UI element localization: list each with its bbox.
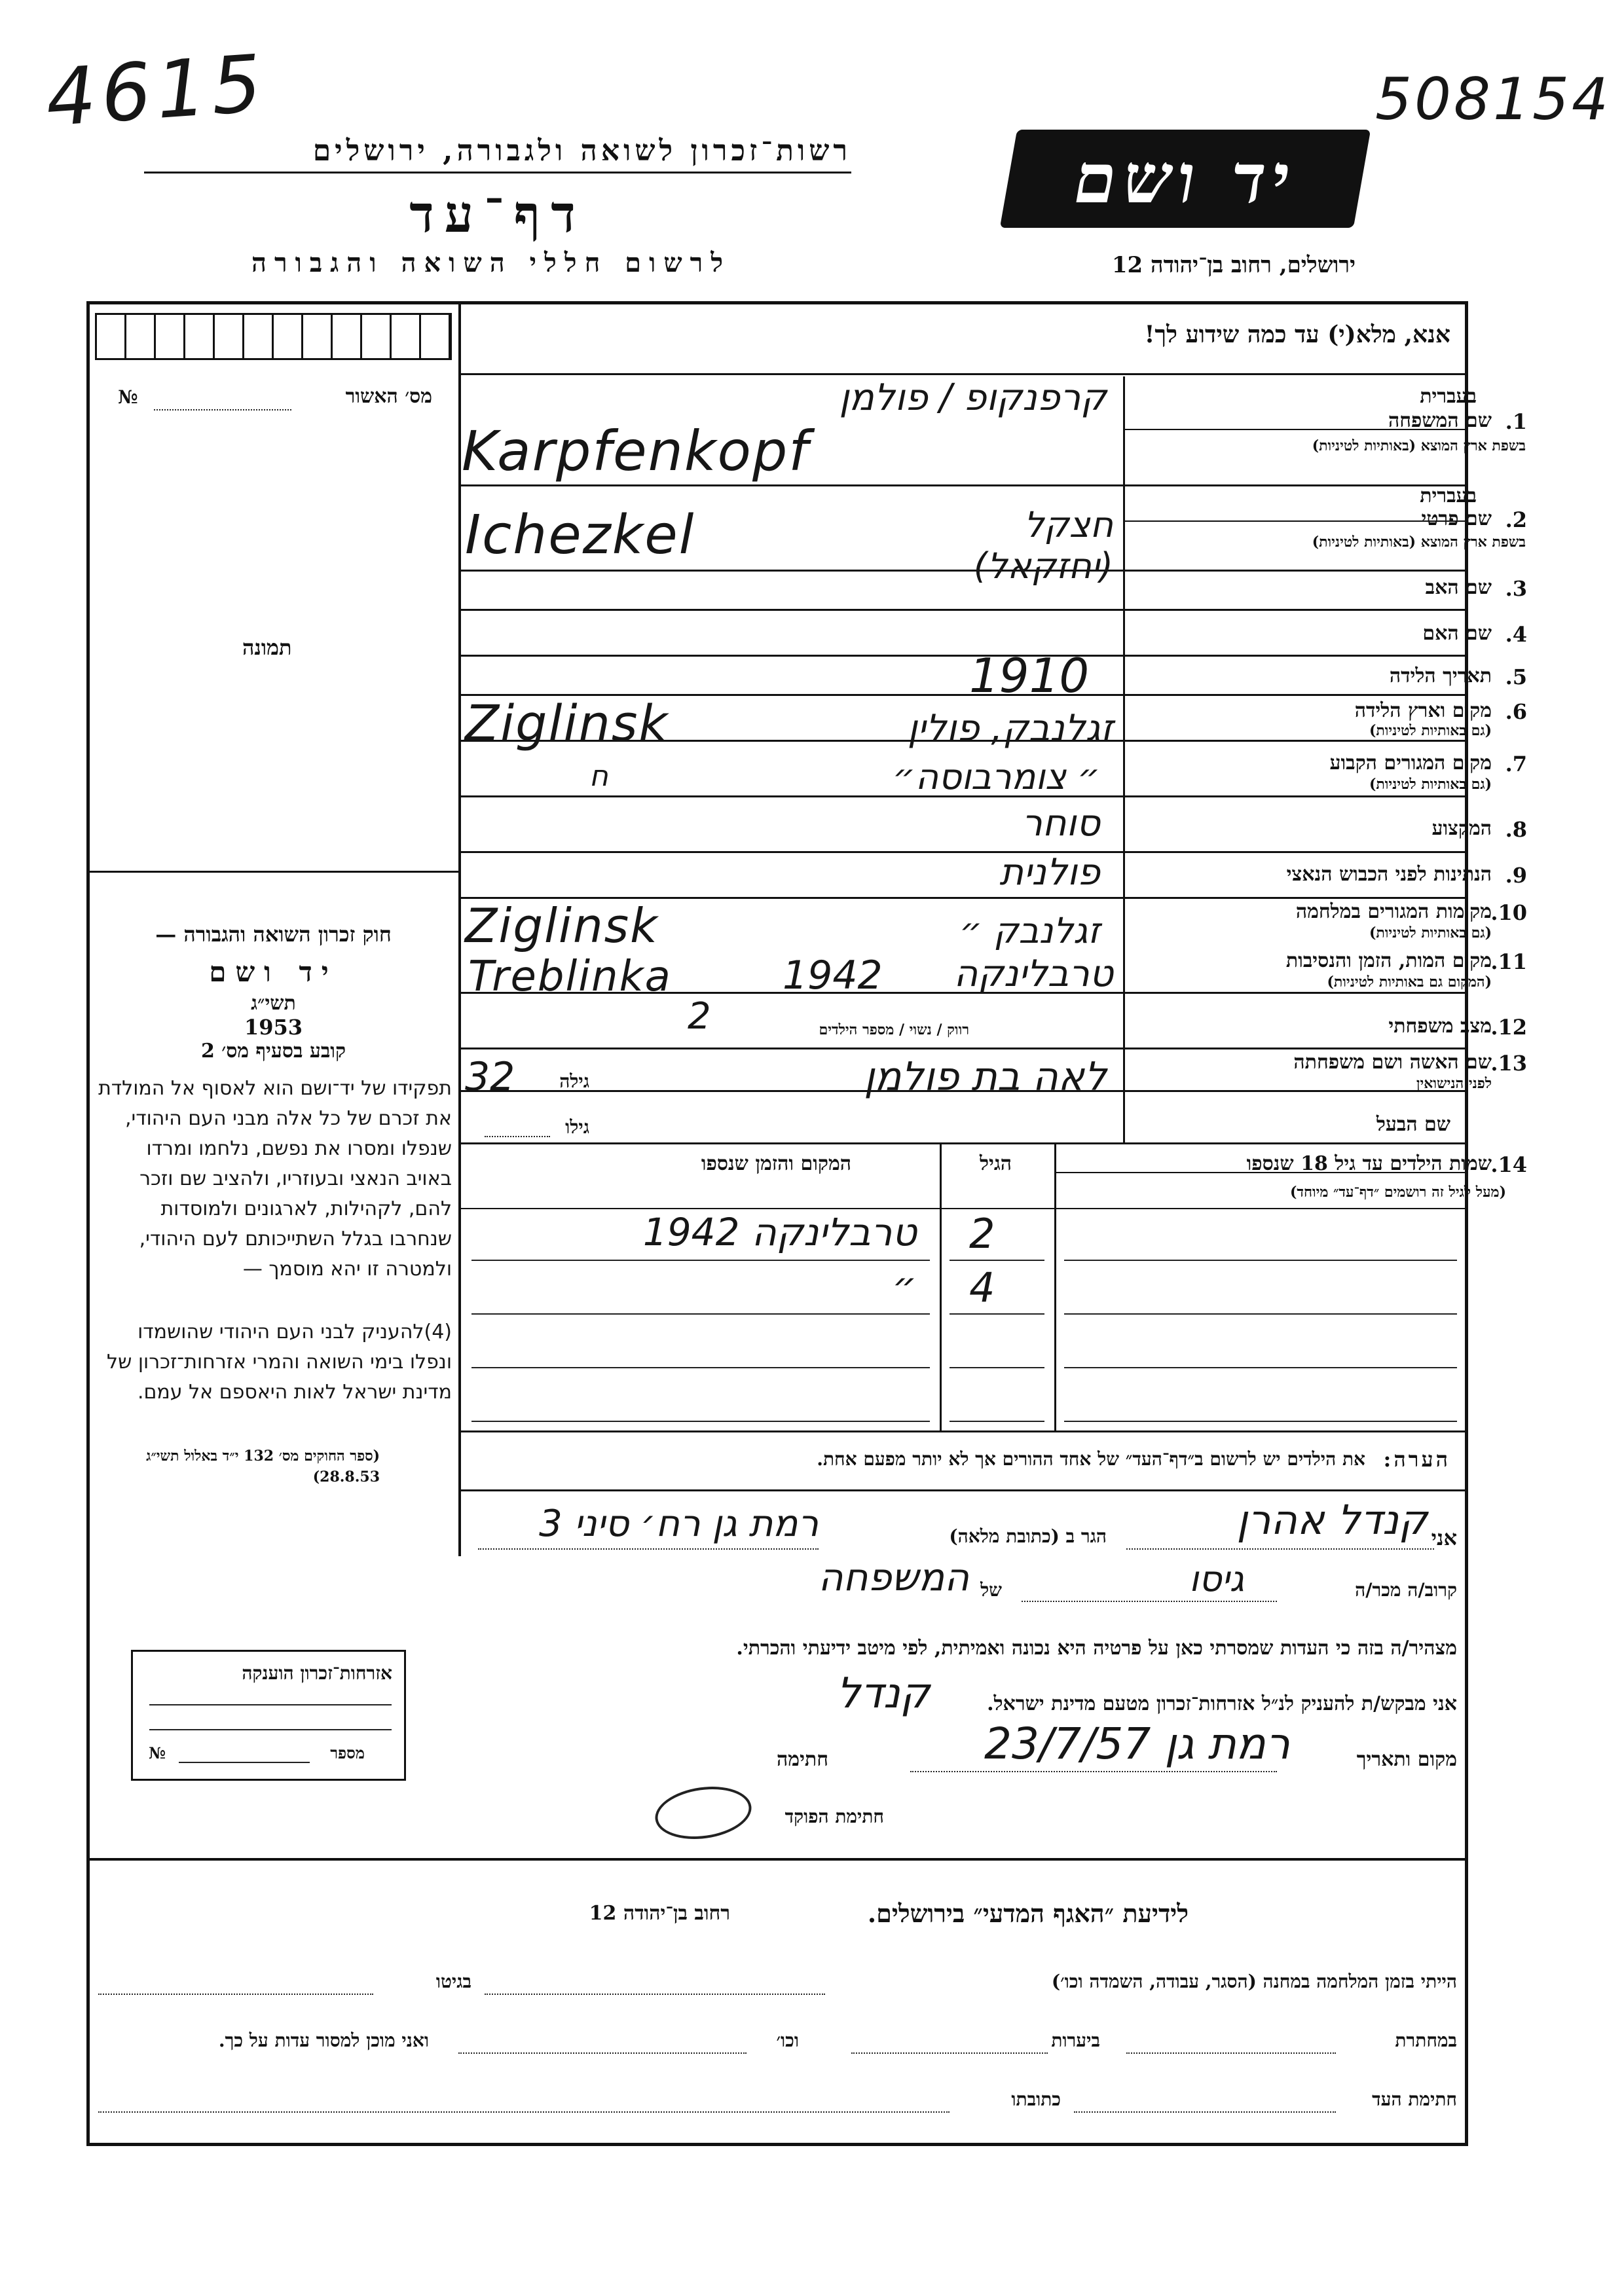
field-6-number: 6. bbox=[1505, 699, 1527, 724]
bottom-address: רחוב בן־יהודה 12 bbox=[589, 1902, 730, 1925]
field-4-number: 4. bbox=[1505, 622, 1527, 647]
certificate-label: אזרחות־זכרון הוענקה bbox=[242, 1662, 392, 1684]
remark-label: הערה: bbox=[1383, 1447, 1450, 1472]
field-13-sub: לפני הנישואין bbox=[1416, 1075, 1492, 1092]
bottom-line2-etc: וכו׳ bbox=[776, 2030, 799, 2051]
field-13-value: לאה בת פולמן bbox=[864, 1054, 1107, 1100]
bottom-title: לידיעת ״האגף המדעי״ בירושלים. bbox=[867, 1899, 1189, 1928]
field-2-number: 2. bbox=[1505, 507, 1527, 532]
field-12-value: 2 bbox=[688, 995, 711, 1038]
field-10-value-hebrew: זגלנבק ״ bbox=[959, 910, 1100, 951]
field-7-value: ח bbox=[589, 759, 608, 793]
field-1-sub-hebrew: בעברית bbox=[1420, 385, 1477, 408]
declaration-i-label: אני bbox=[1431, 1525, 1457, 1550]
field-11-label: מקום המות, הזמן והנסיבות bbox=[1285, 949, 1492, 972]
field-13-label: שם האשה ושם משפחתה bbox=[1293, 1051, 1492, 1074]
law-year-hebrew: תשי״ג bbox=[251, 992, 296, 1015]
law-clause: קובע בסעיף מס׳ 2 bbox=[200, 1040, 346, 1063]
field-2-sub: בשפת ארץ המוצא (באותיות לטיניות) bbox=[1312, 534, 1526, 551]
organization-name: רשות־זכרון לשואה ולגבורה, ירושלים bbox=[312, 134, 851, 168]
children-title: שמות הילדים עד גיל 18 שנספו bbox=[1246, 1152, 1492, 1175]
declaration-statement: מצהיר/ה בזה כי העדות שמסרתי כאן על פרטיה היא נכונה ואמיתית, לפי מיטב ידיעתי והכרתי. bbox=[736, 1637, 1457, 1660]
bottom-line3-witness-signature: חתימת העד bbox=[1372, 2088, 1457, 2110]
field-8-label: המקצוע bbox=[1431, 817, 1492, 840]
field-1-sub: בשפת ארץ המוצא (באותיות לטיניות) bbox=[1312, 437, 1526, 454]
form-subtitle: לרשום חללי השואה והגבורה bbox=[251, 247, 731, 278]
certificate-number-label: מספר bbox=[330, 1743, 365, 1762]
bottom-line3-address: כתובתו bbox=[1011, 2088, 1061, 2110]
field-11-sub: (המקום גם באותיות לטיניות) bbox=[1327, 974, 1492, 991]
child-age: 2 bbox=[969, 1210, 995, 1258]
field-1-value-hebrew: קרפנקופ / פולמן bbox=[839, 376, 1107, 419]
declaration-request: אני מבקש/ת להעניק לנ״ל אזרחות־זכרון מטעם מדינת ישראל. bbox=[987, 1692, 1457, 1715]
field-10-number: 10. bbox=[1490, 900, 1527, 925]
field-8-value: סוחר bbox=[1022, 802, 1100, 845]
logo-text: יד ושם bbox=[1067, 138, 1304, 219]
bottom-line2-forests: ביערות bbox=[1051, 2030, 1100, 2051]
children-age-header: הגיל bbox=[979, 1152, 1012, 1175]
field-9-value: פולנית bbox=[999, 851, 1100, 894]
declaration-resides-value: רמת גן רח׳ סיני 3 bbox=[539, 1503, 819, 1545]
child-death-place-time: ״ bbox=[892, 1264, 917, 1308]
certificate-box bbox=[131, 1650, 406, 1781]
field-7-value-hebrew: ״ צומרבוסה״ bbox=[893, 756, 1100, 797]
field-2-value-hebrew: חצקל (יחזקאל) bbox=[973, 504, 1113, 587]
bottom-line1-camp: הייתי בזמן המלחמה במחנה (הסגר, עבודה, השמדה וכו׳) bbox=[1051, 1971, 1457, 1992]
certificate-number-sign: № bbox=[149, 1743, 166, 1762]
field-7-sub: (גם באותיות לטיניות) bbox=[1369, 776, 1492, 793]
field-12-label: מצב משפחתי bbox=[1388, 1015, 1492, 1038]
approval-boxes bbox=[95, 313, 452, 360]
approval-number-label: מס׳ האשור bbox=[345, 385, 432, 408]
bottom-line1-ghetto: בגיטו bbox=[435, 1971, 471, 1992]
address: ירושלים, רחוב בן־יהודה 12 bbox=[1111, 252, 1356, 278]
field-3-number: 3. bbox=[1505, 576, 1527, 601]
declaration-place-date-value: רמת גן 23/7/57 bbox=[984, 1719, 1290, 1769]
photo-label: תמונה bbox=[242, 635, 292, 660]
bottom-line2-ready: ואני מוכן למסור עדות על כך. bbox=[218, 2030, 429, 2051]
field-11-value-hebrew: טרבלינקה bbox=[953, 953, 1113, 995]
child-death-place-time: טרבלינקה 1942 bbox=[642, 1210, 917, 1254]
field-9-number: 9. bbox=[1505, 863, 1527, 888]
field-10-value: Ziglinsk bbox=[465, 898, 659, 953]
child-age: 4 bbox=[969, 1264, 995, 1311]
children-place-header: המקום והזמן שנספו bbox=[701, 1152, 851, 1175]
form-title: דף־עד bbox=[409, 185, 586, 244]
children-note: (מעל לגיל זה רושמים ״דף־עד״ מיוחד) bbox=[1289, 1184, 1506, 1201]
field-8-number: 8. bbox=[1505, 817, 1527, 842]
declaration-i-value: קנדל אהרן bbox=[1236, 1496, 1428, 1544]
law-text: תפקידו של יד־ושם הוא לאסוף אל המולדת את זכרם של כל אלה מבני העם היהודי, שנפלו ומסרו את נפשם, נלחמו ומרדו באויב הנאצי ובעוזריו, ולהציב שם וזכר להם, לקהילות, לארגונים ולמוסדות שנחרבו בגלל השתייכותם לעם היהודי, ולמטרה זו יהא מוסמך — bbox=[98, 1077, 452, 1281]
intro-prompt: אנא, מלא(י) עד כמה שידוע לך! bbox=[1144, 321, 1450, 348]
field-5-number: 5. bbox=[1505, 665, 1527, 689]
husband-label: שם הבעל bbox=[1376, 1113, 1450, 1136]
law-name: יד ושם bbox=[209, 956, 338, 988]
field-2-sub-hebrew: בעברית bbox=[1420, 484, 1477, 507]
field-2-label: שם פרטי bbox=[1421, 507, 1492, 530]
field-5-value: 1910 bbox=[969, 648, 1090, 703]
field-12-sub-inline: רווק / נשוי / מספר הילדים bbox=[819, 1021, 969, 1038]
declaration-relative-label: קרוב/ה מכר/ה bbox=[1355, 1579, 1457, 1601]
declaration-relative-value: גיסו bbox=[1189, 1558, 1244, 1599]
handwritten-reference-right: 508154 bbox=[1375, 65, 1611, 133]
field-6-sub: (גם באותיות לטיניות) bbox=[1369, 722, 1492, 739]
bottom-line2-underground: במחתרת bbox=[1395, 2030, 1457, 2051]
field-10-sub: (גם באותיות לטיניות) bbox=[1369, 924, 1492, 941]
approval-number-sign: № bbox=[118, 386, 138, 408]
handwritten-reference-left: 4615 bbox=[43, 38, 270, 145]
declaration-of-value: המשפחה bbox=[818, 1555, 969, 1599]
field-10-label: מקומות המגורים במלחמה bbox=[1295, 900, 1492, 923]
field-6-label: מקום וארץ הלידה bbox=[1354, 699, 1492, 722]
field-6-value: Ziglinsk bbox=[465, 694, 669, 752]
law-year: 1953 bbox=[244, 1015, 303, 1040]
declaration-signature-label: חתימה bbox=[777, 1748, 828, 1771]
field-2-value: Ichezkel bbox=[465, 504, 695, 566]
field-13-age-label: גילה bbox=[559, 1070, 589, 1092]
remark-text: את הילדים יש לרשום ב״דף־העד״ של אחד ההורים אך לא יותר מפעם אחת. bbox=[817, 1448, 1365, 1470]
field-7-label: מקום המגורים הקבוע bbox=[1329, 752, 1492, 774]
field-7-number: 7. bbox=[1505, 752, 1527, 776]
declaration-request-signature: קנדל bbox=[836, 1669, 930, 1718]
field-11-value-year: 1942 bbox=[783, 953, 883, 998]
children-number: 14. bbox=[1490, 1152, 1527, 1177]
yad-vashem-logo bbox=[1000, 130, 1371, 228]
law-text-2: (4)להעניק לבני העם היהודי שהושמדו ונפלו בימי השואה והמרי אזרחות־זכרון של מדינת ישראל לאות היאספם אל עמם. bbox=[107, 1321, 452, 1404]
law-title: חוק זכרון השואה והגבורה — bbox=[155, 922, 392, 947]
declaration-of-label: של bbox=[980, 1579, 1002, 1601]
law-reference: (ספר החוקים מס׳ 132 י״ד באלול תשי״ג 28.8.53) bbox=[146, 1448, 380, 1485]
field-13-age-value: 32 bbox=[465, 1054, 515, 1100]
field-1-number: 1. bbox=[1505, 409, 1527, 434]
field-13-number: 13. bbox=[1490, 1051, 1527, 1076]
field-1-value: Karpfenkopf bbox=[462, 419, 809, 483]
field-6-value-hebrew: זגלנבק, פולין bbox=[907, 707, 1113, 750]
field-5-label: תאריך הלידה bbox=[1389, 665, 1492, 687]
husband-age-label: גילו bbox=[565, 1116, 589, 1138]
field-9-label: הנתינות לפני הכבוש הנאצי bbox=[1286, 863, 1492, 886]
field-11-value: Treblinka bbox=[468, 953, 672, 1001]
field-1-label: שם המשפחה bbox=[1388, 409, 1492, 432]
declaration-resides-label: הגר ב (כתובת מלאה) bbox=[949, 1525, 1107, 1547]
field-4-label: שם האם bbox=[1422, 622, 1492, 645]
officer-signature-label: חתימת הפוקד bbox=[784, 1806, 884, 1827]
field-3-label: שם האב bbox=[1425, 576, 1492, 599]
declaration-place-date-label: מקום ותאריך bbox=[1356, 1748, 1457, 1771]
field-11-number: 11. bbox=[1490, 949, 1527, 974]
field-12-number: 12. bbox=[1490, 1015, 1527, 1040]
